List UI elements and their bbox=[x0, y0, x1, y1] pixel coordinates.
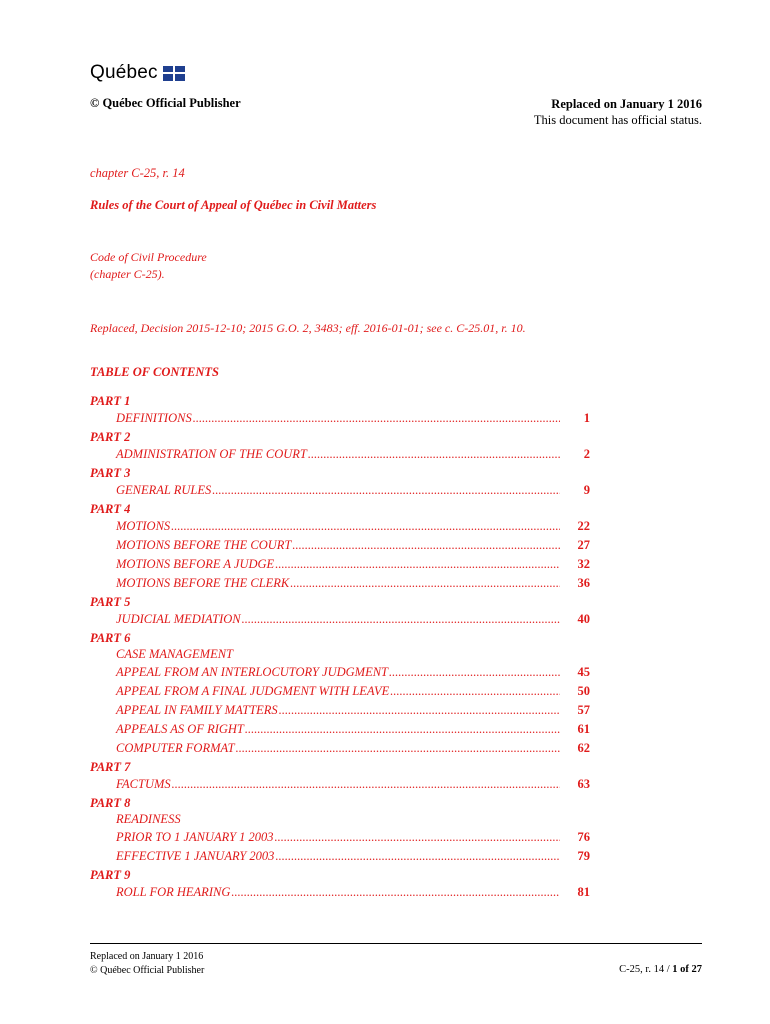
toc-entry-page: 81 bbox=[577, 885, 590, 899]
fleurdelise-flag-icon bbox=[163, 66, 185, 81]
toc-entry-page: 57 bbox=[577, 703, 590, 717]
footer-replaced-on: Replaced on January 1 2016 bbox=[90, 951, 204, 962]
toc-part-label: PART 5 bbox=[90, 595, 131, 609]
footer-divider bbox=[90, 943, 702, 944]
toc-entry-title: ADMINISTRATION OF THE COURT bbox=[116, 447, 307, 461]
enabling-statute bbox=[90, 249, 207, 283]
toc-entry[interactable] bbox=[90, 574, 590, 593]
table-of-contents bbox=[90, 394, 590, 904]
toc-dot-leader bbox=[292, 536, 560, 555]
toc-entry[interactable] bbox=[90, 610, 590, 629]
toc-entry[interactable] bbox=[90, 883, 590, 902]
toc-part-heading: CASE MANAGEMENT bbox=[116, 647, 234, 661]
toc-dot-leader bbox=[275, 555, 560, 574]
toc-entry-title: APPEAL IN FAMILY MATTERS bbox=[116, 703, 278, 717]
toc-dot-leader bbox=[212, 481, 560, 500]
toc-entry[interactable] bbox=[90, 445, 590, 464]
statute-chapter: (chapter C-25). bbox=[90, 267, 165, 281]
toc-dot-leader bbox=[308, 445, 560, 464]
toc-part bbox=[90, 466, 590, 500]
toc-part-label: PART 1 bbox=[90, 394, 131, 408]
toc-part-heading: READINESS bbox=[116, 812, 181, 826]
toc-part-label: PART 4 bbox=[90, 502, 131, 516]
toc-entry-title: MOTIONS BEFORE THE CLERK bbox=[116, 576, 290, 590]
document-title: Rules of the Court of Appeal of Québec in Civil Matters bbox=[90, 198, 377, 212]
logo-text: Québec bbox=[90, 62, 158, 83]
toc-dot-leader bbox=[390, 682, 560, 701]
toc-part bbox=[90, 595, 590, 629]
toc-entry-page: 36 bbox=[577, 576, 590, 590]
toc-entry-title: EFFECTIVE 1 JANUARY 2003 bbox=[116, 849, 275, 863]
toc-entry[interactable] bbox=[90, 536, 590, 555]
toc-entry-title: MOTIONS BEFORE A JUDGE bbox=[116, 557, 275, 571]
replaced-on-label: Replaced on January 1 2016 bbox=[551, 97, 702, 111]
toc-entry[interactable] bbox=[90, 409, 590, 428]
toc-entry[interactable] bbox=[90, 663, 590, 682]
document-status bbox=[534, 96, 702, 128]
toc-dot-leader bbox=[275, 828, 560, 847]
toc-entry-page: 2 bbox=[583, 447, 590, 461]
toc-entry[interactable] bbox=[90, 739, 590, 758]
chapter-reference: chapter C-25, r. 14 bbox=[90, 166, 185, 180]
toc-entry[interactable] bbox=[90, 555, 590, 574]
toc-entry[interactable] bbox=[90, 720, 590, 739]
toc-entry-title: JUDICIAL MEDIATION bbox=[116, 612, 241, 626]
toc-part-label: PART 6 bbox=[90, 631, 131, 645]
toc-part-label: PART 8 bbox=[90, 796, 131, 810]
toc-dot-leader bbox=[171, 517, 560, 536]
footer-page-of: 1 of 27 bbox=[672, 964, 702, 975]
toc-part-label: PART 9 bbox=[90, 868, 131, 882]
toc-entry[interactable] bbox=[90, 847, 590, 866]
toc-part bbox=[90, 430, 590, 464]
toc-entry-title: DEFINITIONS bbox=[116, 411, 192, 425]
toc-dot-leader bbox=[193, 409, 560, 428]
toc-entry[interactable] bbox=[90, 701, 590, 720]
toc-entry-title: COMPUTER FORMAT bbox=[116, 741, 235, 755]
toc-entry-page: 62 bbox=[577, 741, 590, 755]
toc-entry-page: 32 bbox=[577, 557, 590, 571]
footer-ref: C-25, r. 14 / bbox=[619, 964, 673, 975]
replacement-note: Replaced, Decision 2015-12-10; 2015 G.O. 2, 3483; eff. 2016-01-01; see c. C-25.01, r. 10. bbox=[90, 321, 526, 335]
footer-page-reference bbox=[619, 964, 702, 975]
toc-entry-page: 45 bbox=[577, 665, 590, 679]
toc-part-label: PART 7 bbox=[90, 760, 131, 774]
toc-entry-title: FACTUMS bbox=[116, 777, 171, 791]
toc-entry-page: 76 bbox=[577, 830, 590, 844]
toc-dot-leader bbox=[279, 701, 560, 720]
toc-part bbox=[90, 796, 590, 866]
toc-part bbox=[90, 394, 590, 428]
toc-dot-leader bbox=[236, 739, 560, 758]
toc-part bbox=[90, 868, 590, 902]
toc-entry-page: 40 bbox=[577, 612, 590, 626]
toc-part-label: PART 3 bbox=[90, 466, 131, 480]
toc-entry-title: MOTIONS BEFORE THE COURT bbox=[116, 538, 292, 552]
toc-entry-page: 9 bbox=[583, 483, 590, 497]
toc-entry-page: 27 bbox=[577, 538, 590, 552]
toc-dot-leader bbox=[245, 720, 560, 739]
toc-dot-leader bbox=[231, 883, 560, 902]
toc-entry-title: PRIOR TO 1 JANUARY 1 2003 bbox=[116, 830, 274, 844]
toc-dot-leader bbox=[172, 775, 560, 794]
toc-entry-title: APPEAL FROM AN INTERLOCUTORY JUDGMENT bbox=[116, 665, 389, 679]
toc-entry-page: 79 bbox=[577, 849, 590, 863]
toc-dot-leader bbox=[290, 574, 560, 593]
toc-entry-title: ROLL FOR HEARING bbox=[116, 885, 231, 899]
quebec-logo bbox=[90, 62, 185, 84]
statute-name: Code of Civil Procedure bbox=[90, 250, 207, 264]
footer-publisher: © Québec Official Publisher bbox=[90, 965, 205, 976]
toc-entry-page: 50 bbox=[577, 684, 590, 698]
toc-dot-leader bbox=[275, 847, 560, 866]
toc-dot-leader bbox=[389, 663, 560, 682]
toc-entry[interactable] bbox=[90, 828, 590, 847]
toc-part-label: PART 2 bbox=[90, 430, 131, 444]
toc-dot-leader bbox=[242, 610, 560, 629]
toc-entry-page: 22 bbox=[577, 519, 590, 533]
toc-part bbox=[90, 502, 590, 593]
toc-part bbox=[90, 760, 590, 794]
toc-entry-title: APPEAL FROM A FINAL JUDGMENT WITH LEAVE bbox=[116, 684, 390, 698]
footer-left bbox=[90, 950, 204, 978]
toc-entry[interactable] bbox=[90, 517, 590, 536]
toc-entry[interactable] bbox=[90, 775, 590, 794]
toc-entry[interactable] bbox=[90, 682, 590, 701]
toc-entry-page: 61 bbox=[577, 722, 590, 736]
toc-entry-title: GENERAL RULES bbox=[116, 483, 212, 497]
official-status-label: This document has official status. bbox=[533, 113, 702, 127]
toc-entry-page: 1 bbox=[583, 411, 590, 425]
toc-part bbox=[90, 631, 590, 758]
publisher-label: © Québec Official Publisher bbox=[90, 96, 241, 110]
toc-entry-page: 63 bbox=[577, 777, 590, 791]
toc-entry-title: APPEALS AS OF RIGHT bbox=[116, 722, 244, 736]
toc-entry[interactable] bbox=[90, 481, 590, 500]
toc-entry-title: MOTIONS bbox=[116, 519, 171, 533]
toc-title: TABLE OF CONTENTS bbox=[90, 365, 219, 379]
